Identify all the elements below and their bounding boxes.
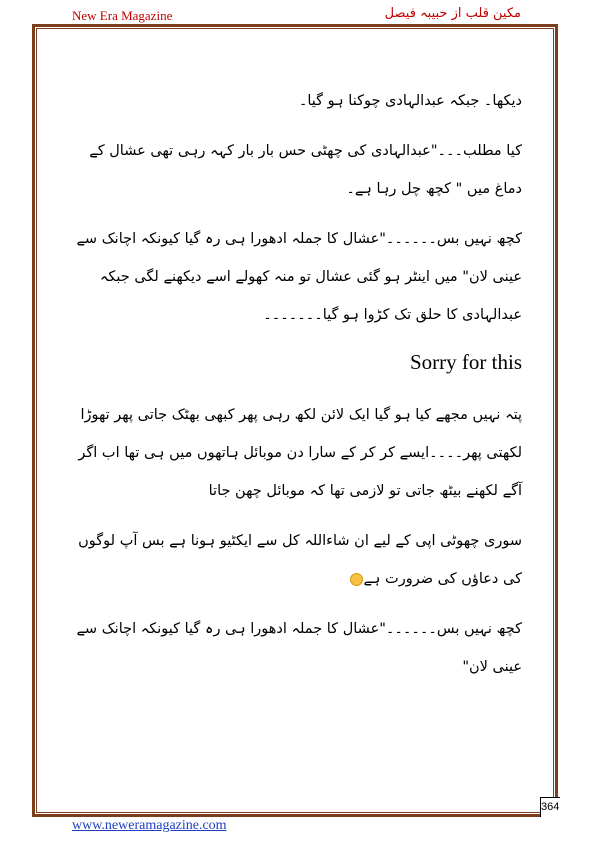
paragraph-6: کچھ نہیں بس۔۔۔۔۔۔"عشال کا جملہ ادھورا ہی رہ گیا کیونکہ اچانک سے عینی لان": [76, 621, 522, 675]
novel-title: مکین قلب از حبیبہ فیصل: [384, 6, 521, 21]
paragraph-1: دیکھا۔ جبکہ عبدالہادی چوکنا ہو گیا۔: [298, 93, 522, 109]
page-number: 364: [540, 797, 560, 817]
paragraph-2: کیا مطلب۔۔۔"عبدالہادی کی چھٹی حس بار بار کہہ رہی تھی عشال کے دماغ میں " کچھ چل رہا ہے۔: [89, 143, 522, 197]
smile-emoji-icon: [350, 573, 363, 586]
footer-link[interactable]: www.neweramagazine.com: [72, 818, 227, 833]
paragraph-3: کچھ نہیں بس۔۔۔۔۔۔"عشال کا جملہ ادھورا ہی رہ گیا کیونکہ اچانک سے عینی لان" میں اینٹر ہو گئی عشال تو منہ کھولے اسے دیکھنے لگی جبکہ عبدالہادی کا حلق تک کڑوا ہو گیا۔۔۔۔۔۔۔: [76, 231, 522, 323]
paragraph-5: [72, 522, 522, 598]
paragraph-4: پتہ نہیں مجھے کیا ہو گیا ایک لائن لکھ رہی پھر کبھی بھٹک جاتی پھر تھوڑا لکھتی پھر۔۔۔۔ایسے کر کر کے سارا دن موبائل ہاتھوں میں ہی تھا اب اگر آگے لکھنے بیٹھ جاتی تو لازمی تھا کہ موبائل چھن جاتا: [78, 407, 522, 499]
page-body: [72, 82, 522, 698]
english-note: Sorry for this: [410, 350, 522, 374]
paragraph-5-text: سوری چھوٹی اپی کے لیے ان شاءاللہ کل سے ایکٹیو ہونا ہے بس آپ لوگوں کی دعاؤں کی ضرورت ہے: [78, 533, 522, 587]
magazine-name: New Era Magazine: [72, 8, 173, 23]
